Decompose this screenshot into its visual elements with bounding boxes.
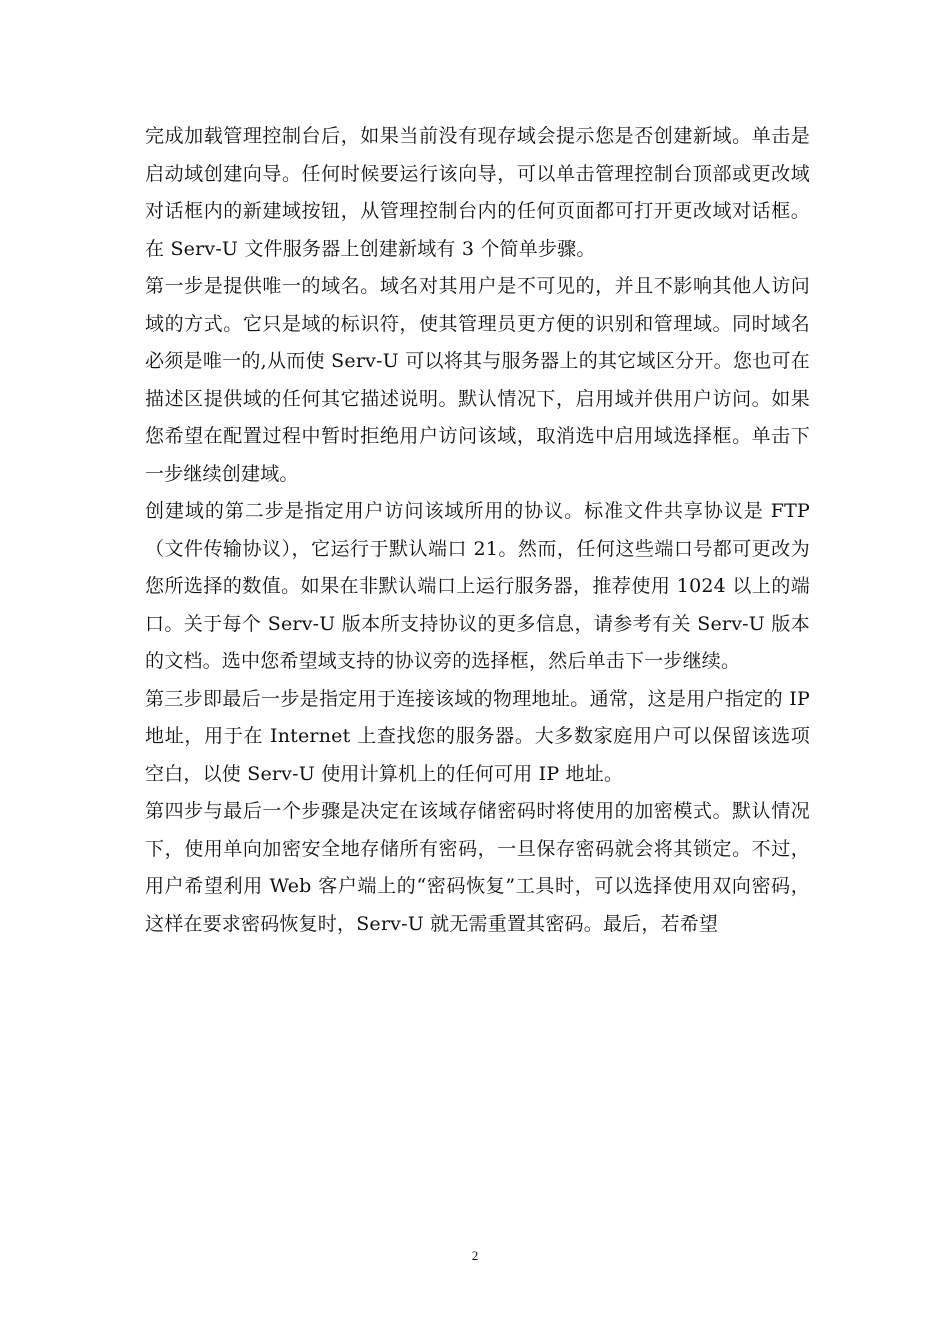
- paragraph-2: 第一步是提供唯一的域名。域名对其用户是不可见的，并且不影响其他人访问域的方式。它只是域的标识符，使其管理员更方便的识别和管理域。同时域名必须是唯一的,从而使 Serv-U 可以将其与服务器上的其它域区分开。您也可在描述区提供域的任何其它描述说明。默认情况下，启用域并供用户访问。如果您希望在配置过程中暂时拒绝用户访问该域，取消选中启用域选择框。单击下一步继续创建域。: [145, 275, 810, 485]
- page-number: 2: [471, 1248, 479, 1263]
- paragraph-1: 完成加载管理控制台后，如果当前没有现存域会提示您是否创建新域。单击是启动域创建向导。任何时候要运行该向导，可以单击管理控制台顶部或更改域对话框内的新建域按钮，从管理控制台内的任何页面都可打开更改域对话框。在 Serv-U 文件服务器上创建新域有 3 个简单步骤。: [145, 125, 810, 260]
- body-text: [145, 118, 810, 943]
- paragraph-3: 创建域的第二步是指定用户访问该域所用的协议。标准文件共享协议是 FTP（文件传输协议），它运行于默认端口 21。然而，任何这些端口号都可更改为您所选择的数值。如果在非默认端口上运行服务器，推荐使用 1024 以上的端口。关于每个 Serv-U 版本所支持协议的更多信息，请参考有关 Serv-U 版本的文档。选中您希望域支持的协议旁的选择框，然后单击下一步继续。: [145, 500, 810, 672]
- paragraph-4: 第三步即最后一步是指定用于连接该域的物理地址。通常，这是用户指定的 IP 地址，用于在 Internet 上查找您的服务器。大多数家庭用户可以保留该选项空白，以使 Serv-U 使用计算机上的任何可用 IP 地址。: [145, 687, 810, 785]
- paragraph-5: 第四步与最后一个步骤是决定在该域存储密码时将使用的加密模式。默认情况下，使用单向加密安全地存储所有密码，一旦保存密码就会将其锁定。不过，用户希望利用 Web 客户端上的“密码恢复”工具时，可以选择使用双向密码，这样在要求密码恢复时，Serv-U 就无需重置其密码。最后，若希望: [145, 800, 810, 935]
